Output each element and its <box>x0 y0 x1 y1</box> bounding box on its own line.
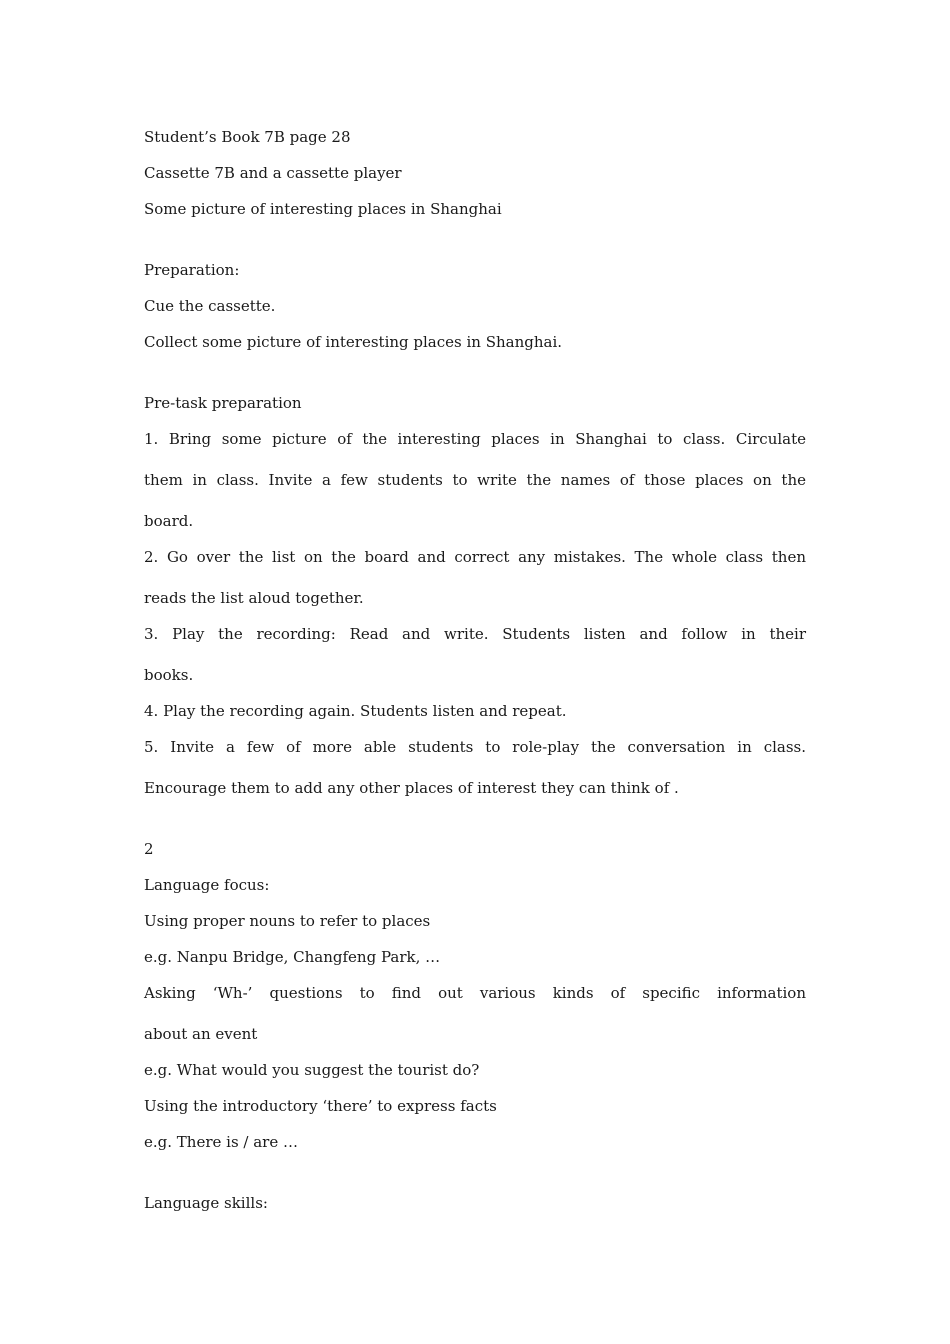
materials-line-1: Student’s Book 7B page 28 <box>144 128 351 146</box>
step-3-line-a: 3. Play the recording: Read and write. Students listen and follow in their <box>144 625 806 643</box>
pretask-heading: Pre-task preparation <box>144 394 302 412</box>
preparation-line-1: Cue the cassette. <box>144 297 276 315</box>
step-2-line-b: reads the list aloud together. <box>144 589 364 607</box>
section-number: 2 <box>144 840 154 858</box>
preparation-line-2: Collect some picture of interesting places in Shanghai. <box>144 333 563 351</box>
focus-line-1-example: e.g. Nanpu Bridge, Changfeng Park, … <box>144 948 441 966</box>
step-1-line-b: them in class. Invite a few students to write the names of those places on the <box>144 471 806 489</box>
focus-line-3: Using the introductory ‘there’ to express facts <box>144 1097 497 1115</box>
step-2-line-a: 2. Go over the list on the board and correct any mistakes. The whole class then <box>144 548 806 566</box>
focus-line-2b: about an event <box>144 1025 258 1043</box>
step-5-line-b: Encourage them to add any other places of interest they can think of . <box>144 779 679 797</box>
step-1-line-a: 1. Bring some picture of the interesting places in Shanghai to class. Circulate <box>144 430 806 448</box>
language-focus-heading: Language focus: <box>144 876 270 894</box>
focus-line-1: Using proper nouns to refer to places <box>144 912 431 930</box>
step-1-line-c: board. <box>144 512 194 530</box>
materials-line-2: Cassette 7B and a cassette player <box>144 164 402 182</box>
focus-line-3-example: e.g. There is / are … <box>144 1133 298 1151</box>
step-5-line-a: 5. Invite a few of more able students to role-play the conversation in class. <box>144 738 806 756</box>
focus-line-2a: Asking ‘Wh-’ questions to find out various kinds of specific information <box>144 984 806 1002</box>
language-skills-heading: Language skills: <box>144 1194 268 1212</box>
focus-line-2-example: e.g. What would you suggest the tourist do? <box>144 1061 480 1079</box>
materials-line-3: Some picture of interesting places in Shanghai <box>144 200 502 218</box>
step-4-line-a: 4. Play the recording again. Students listen and repeat. <box>144 702 567 720</box>
preparation-heading: Preparation: <box>144 261 240 279</box>
step-3-line-b: books. <box>144 666 194 684</box>
